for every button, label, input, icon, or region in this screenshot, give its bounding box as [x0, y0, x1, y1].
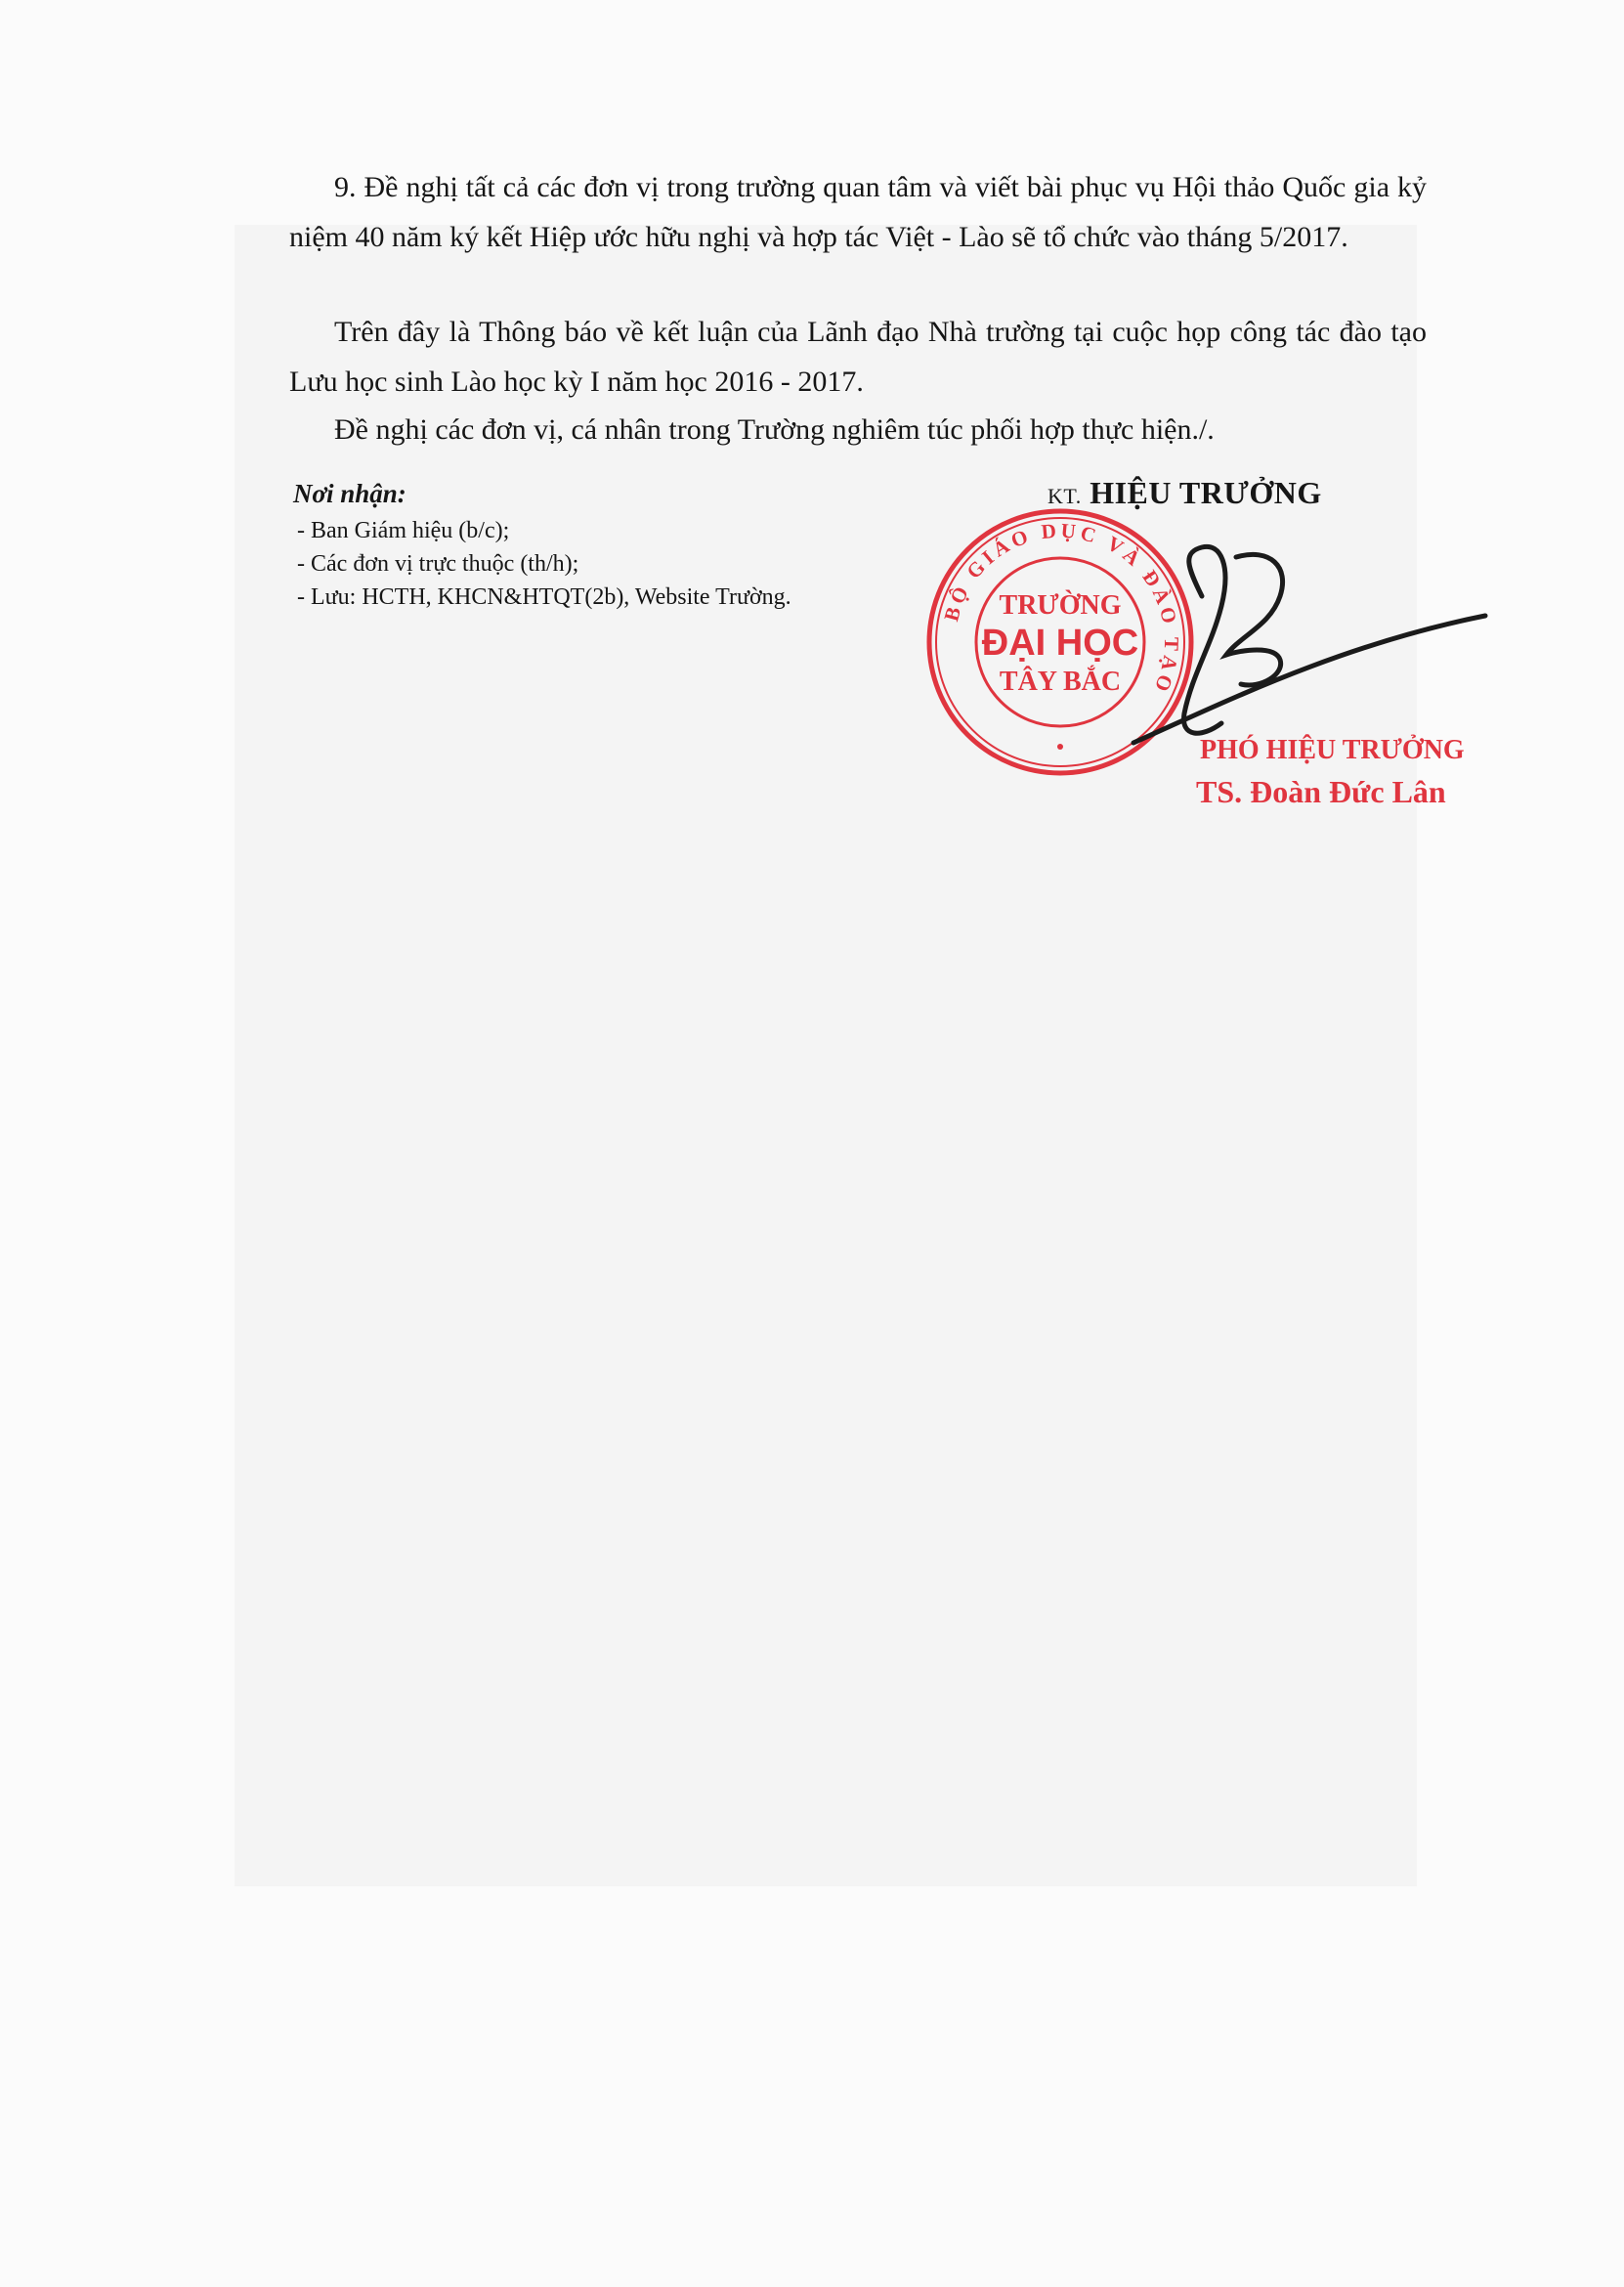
handwritten-signature — [1075, 528, 1505, 762]
recipients-title: Nơi nhận: — [293, 479, 406, 508]
request-paragraph: Đề nghị các đơn vị, cá nhân trong Trường nghiêm túc phối hợp thực hiện./. — [334, 413, 1215, 446]
seal-line-1: TRƯỜNG — [999, 590, 1122, 621]
recipient-item: - Các đơn vị trực thuộc (th/h); — [293, 547, 919, 581]
signer-role: PHÓ HIỆU TRƯỞNG — [1200, 735, 1465, 765]
recipient-item: - Lưu: HCTH, KHCN&HTQT(2b), Website Trường. — [293, 581, 919, 614]
recipients-list — [293, 514, 919, 614]
summary-paragraph: Trên đây là Thông báo về kết luận của Lãnh đạo Nhà trường tại cuộc họp công tác đào tạo Lưu học sinh Lào học kỳ I năm học 2016 - 2017. — [289, 316, 1427, 398]
seal-line-2: ĐẠI HỌC — [981, 623, 1139, 664]
item-9-paragraph: 9. Đề nghị tất cả các đơn vị trong trường quan tâm và viết bài phục vụ Hội thảo Quốc gia kỷ niệm 40 năm ký kết Hiệp ước hữu nghị và hợp tác Việt - Lào sẽ tổ chức vào tháng 5/2017. — [289, 171, 1427, 253]
signature-stroke — [1226, 554, 1283, 685]
bleed-through-shadow — [235, 225, 1417, 1886]
seal-ring-text: BỘ GIÁO DỤC VÀ ĐÀO TẠO — [939, 518, 1184, 699]
signature-prefix: KT. — [1047, 484, 1082, 508]
recipients-block — [293, 477, 919, 614]
seal-dot — [1057, 744, 1063, 750]
seal-line-3: TÂY BẮC — [999, 667, 1122, 697]
recipient-item: - Ban Giám hiệu (b/c); — [293, 514, 919, 547]
signature-title-text: HIỆU TRƯỞNG — [1090, 475, 1322, 510]
signer-name: TS. Đoàn Đức Lân — [1196, 774, 1446, 809]
